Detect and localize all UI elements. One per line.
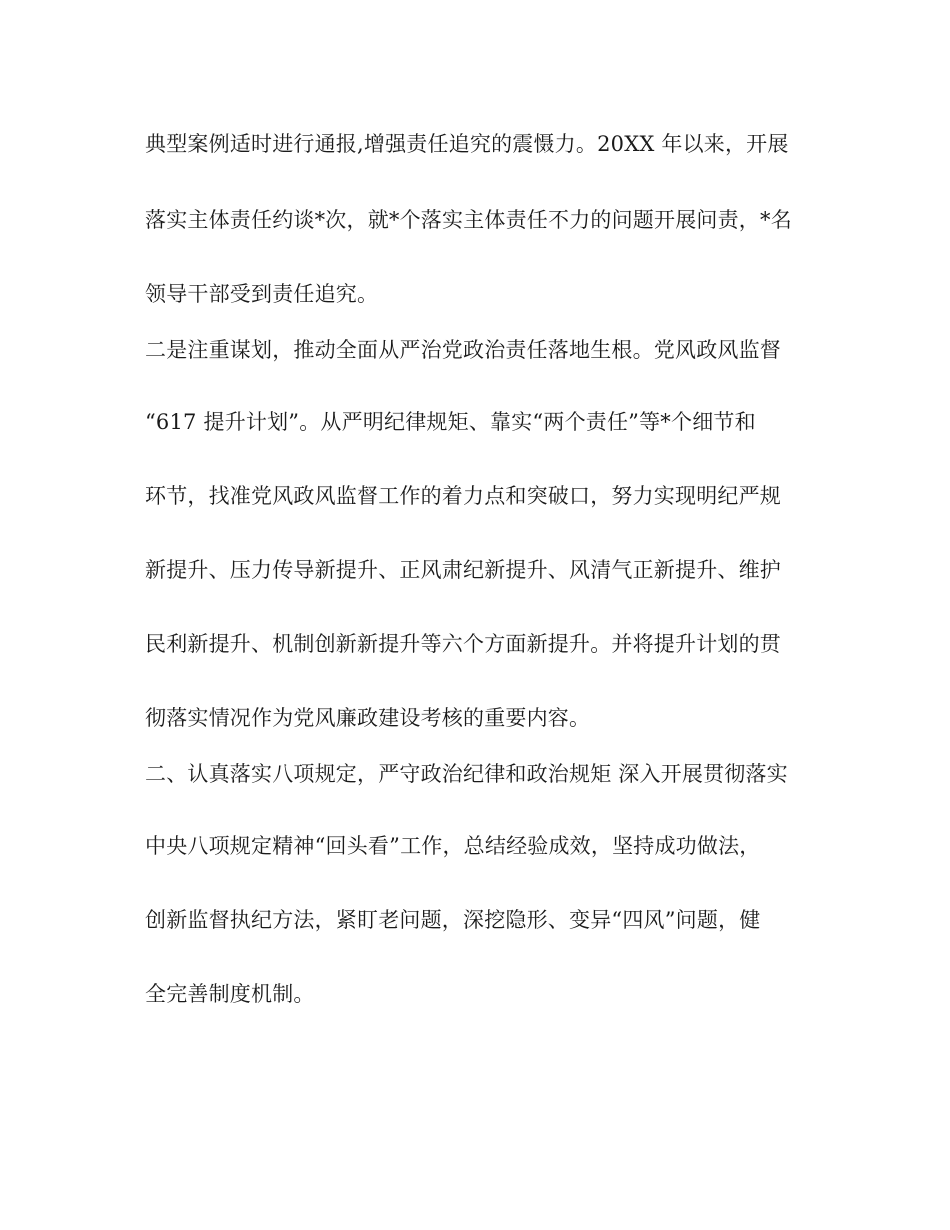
text-line-10: 二、认真落实八项规定，严守政治纪律和政治规矩 深入开展贯彻落实 bbox=[145, 762, 788, 786]
text-line-9: 彻落实情况作为党风廉政建设考核的重要内容。 bbox=[145, 706, 591, 730]
text-line-12: 创新监督执纪方法，紧盯老问题，深挖隐形、变异“四风”问题，健 bbox=[145, 908, 761, 932]
text-line-4: 二是注重谋划，推动全面从严治党政治责任落地生根。党风政风监督 bbox=[145, 338, 781, 362]
text-line-6: 环节，找准党风政风监督工作的着力点和突破口，努力实现明纪严规 bbox=[145, 484, 781, 508]
text-line-8: 民利新提升、机制创新新提升等六个方面新提升。并将提升计划的贯 bbox=[145, 632, 781, 656]
text-line-13: 全完善制度机制。 bbox=[145, 982, 315, 1006]
text-line-5: “617 提升计划”。从严明纪律规矩、靠实“两个责任”等*个细节和 bbox=[145, 410, 756, 434]
text-line-1: 典型案例适时进行通报,增强责任追究的震慑力。20XX 年以来，开展 bbox=[145, 132, 789, 156]
text-line-11: 中央八项规定精神“回头看”工作，总结经验成效，坚持成功做法， bbox=[145, 834, 761, 858]
text-line-3: 领导干部受到责任追究。 bbox=[145, 282, 379, 306]
text-line-7: 新提升、压力传导新提升、正风肃纪新提升、风清气正新提升、维护 bbox=[145, 558, 781, 582]
text-line-2: 落实主体责任约谈*次，就*个落实主体责任不力的问题开展问责，*名 bbox=[145, 208, 792, 232]
